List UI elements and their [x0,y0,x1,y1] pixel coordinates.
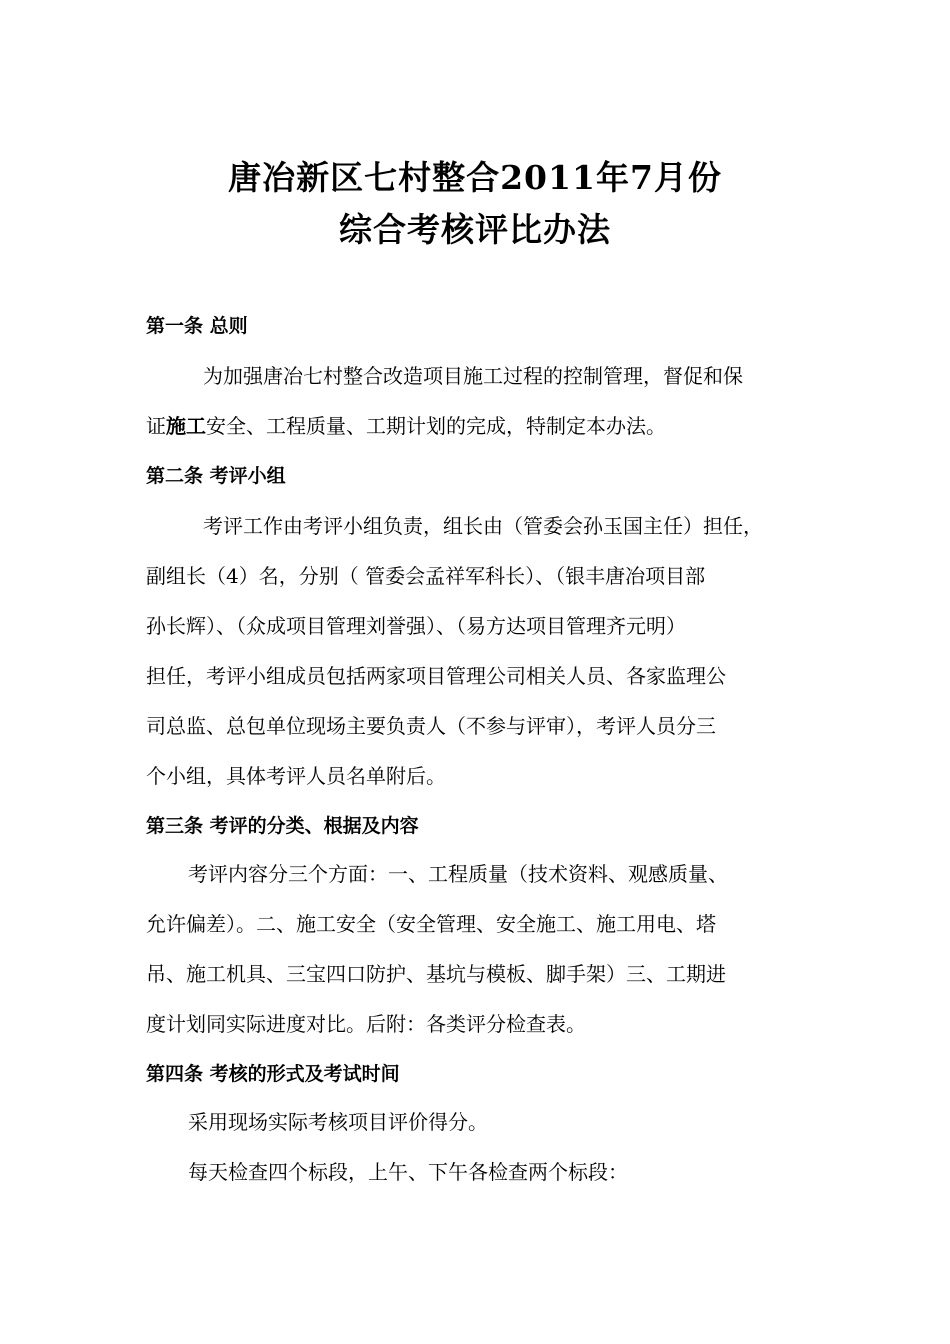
article-3-paragraph-line-3: 吊、施工机具、三宝四口防护、基坑与模板、脚手架）三、工期进 [146,962,726,986]
article-1-heading: 第一条 总则 [146,315,248,337]
article-4-paragraph-line-1: 采用现场实际考核项目评价得分。 [188,1110,488,1134]
article-4-paragraph-line-2: 每天检查四个标段，上午、下午各检查两个标段： [188,1160,628,1184]
article-3-paragraph-line-1: 考评内容分三个方面：一、工程质量（技术资料、观感质量、 [188,862,728,886]
article-3-paragraph-line-2: 允许偏差）。二、施工安全（安全管理、安全施工、施工用电、塔 [146,912,716,936]
article-1-paragraph-line-1: 为加强唐冶七村整合改造项目施工过程的控制管理，督促和保 [203,364,743,388]
title-line-2: 综合考核评比办法 [339,210,611,249]
article-1-bold-text: 施工 [166,414,206,438]
article-2-paragraph-line-5: 司总监、总包单位现场主要负责人（不参与评审），考评人员分三 [146,714,716,738]
article-2-heading: 第二条 考评小组 [146,465,286,487]
article-2-paragraph-line-1: 考评工作由考评小组负责，组长由（管委会孙玉国主任）担任， [203,514,763,538]
article-3-heading: 第三条 考评的分类、根据及内容 [146,815,419,837]
article-2-paragraph-line-4: 担任，考评小组成员包括两家项目管理公司相关人员、各家监理公 [146,664,726,688]
article-3-paragraph-line-4: 度计划同实际进度对比。后附：各类评分检查表。 [146,1012,586,1036]
article-2-paragraph-line-6: 个小组，具体考评人员名单附后。 [146,764,446,788]
article-2-paragraph-line-2: 副组长（4）名，分别（ 管委会孟祥军科长）、（银丰唐冶项目部 [146,564,706,588]
article-1-paragraph-line-2 [146,412,666,440]
article-1-text-suffix: 安全、工程质量、工期计划的完成，特制定本办法。 [206,414,666,438]
article-4-heading: 第四条 考核的形式及考试时间 [146,1063,400,1085]
article-2-paragraph-line-3: 孙长辉）、（众成项目管理刘誉强）、（易方达项目管理齐元明） [146,614,686,638]
title-line-1: 唐冶新区七村整合2011年7月份 [228,158,722,197]
article-1-text-prefix: 证 [146,414,166,438]
